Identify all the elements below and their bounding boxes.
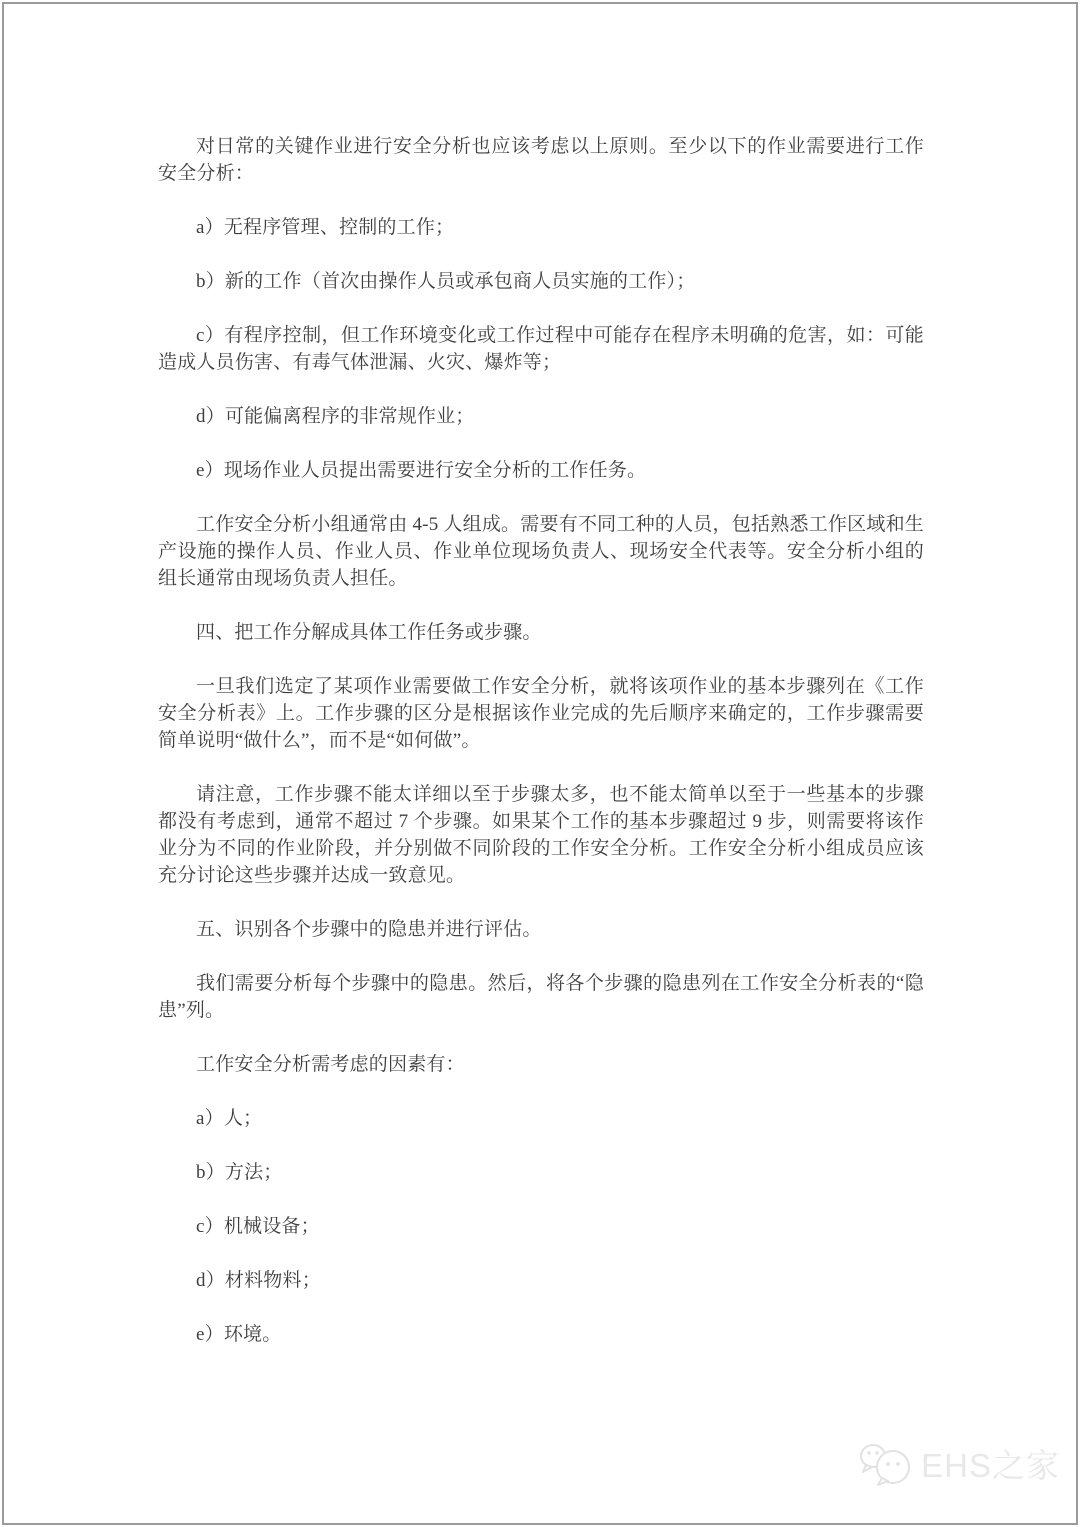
section-heading: 四、把工作分解成具体工作任务或步骤。 — [196, 622, 542, 643]
paragraph: 对日常的关键作业进行安全分析也应该考虑以上原则。至少以下的作业需要进行工作安全分析： — [158, 136, 924, 184]
paragraph: 工作安全分析需考虑的因素有： — [196, 1054, 465, 1075]
list-item: e）现场作业人员提出需要进行安全分析的工作任务。 — [196, 460, 647, 481]
paragraph: 工作安全分析小组通常由 4-5 人组成。需要有不同工种的人员，包括熟悉工作区域和生产设施的操作人员、作业人员、作业单位现场负责人、现场安全代表等。安全分析小组的组长通常由现场负责人担任。 — [158, 514, 924, 589]
paragraph: 请注意，工作步骤不能太详细以至于步骤太多，也不能太简单以至于一些基本的步骤都没有考虑到，通常不超过 7 个步骤。如果某个工作的基本步骤超过 9 步，则需要将该作业分为不同的作业阶段，并分别做不同阶段的工作安全分析。工作安全分析小组成员应该充分讨论这些步骤并达成一致意见。 — [158, 784, 924, 886]
list-item: a）无程序管理、控制的工作； — [196, 217, 455, 238]
list-item: b）方法； — [196, 1162, 283, 1183]
list-item: e）环境。 — [196, 1324, 282, 1345]
wechat-icon — [858, 1439, 914, 1487]
list-item: a）人； — [196, 1108, 263, 1129]
brand-watermark — [858, 1439, 1060, 1487]
list-item: d）可能偏离程序的非常规作业； — [196, 406, 475, 427]
paragraph: 我们需要分析每个步骤中的隐患。然后，将各个步骤的隐患列在工作安全分析表的“隐患”列。 — [158, 973, 924, 1021]
brand-watermark-label: EHS之家 — [921, 1446, 1060, 1484]
list-item: c）机械设备； — [196, 1216, 320, 1237]
list-item: c）有程序控制，但工作环境变化或工作过程中可能存在程序未明确的危害，如：可能造成人员伤害、有毒气体泄漏、火灾、爆炸等； — [158, 325, 924, 373]
paragraph: 一旦我们选定了某项作业需要做工作安全分析，就将该项作业的基本步骤列在《工作安全分析表》上。工作步骤的区分是根据该作业完成的先后顺序来确定的，工作步骤需要简单说明“做什么”，而不是“如何做”。 — [158, 676, 924, 751]
list-item: b）新的工作（首次由操作人员或承包商人员实施的工作）； — [196, 271, 696, 292]
list-item: d）材料物料； — [196, 1270, 321, 1291]
section-heading: 五、识别各个步骤中的隐患并进行评估。 — [196, 919, 542, 940]
document-body — [158, 133, 924, 1375]
